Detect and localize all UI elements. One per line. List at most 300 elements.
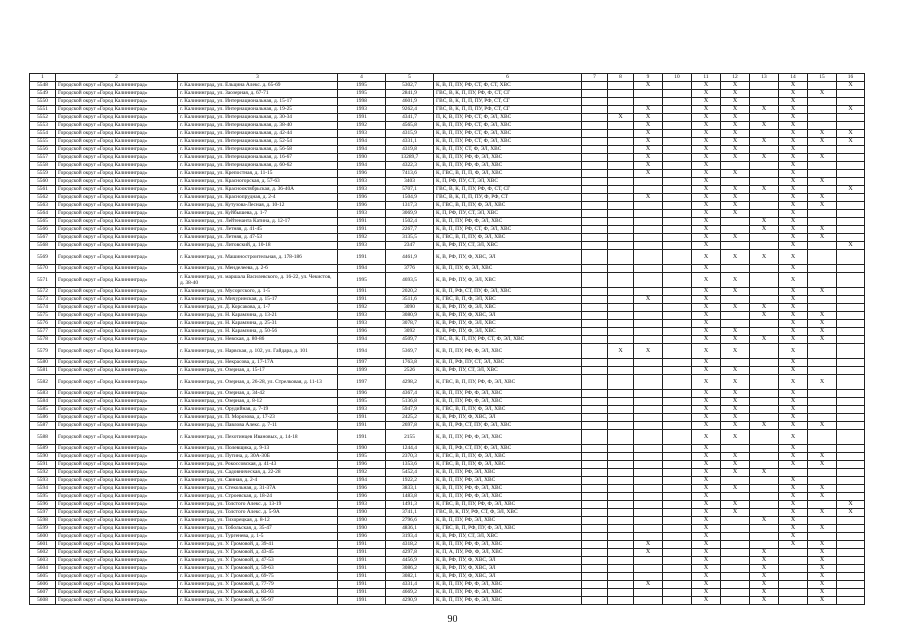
mark-cell-col-13: X — [750, 517, 779, 525]
mark-cell-col-12 — [721, 312, 750, 320]
mark-cell-col-7 — [582, 312, 608, 320]
mark-cell-col-11: X — [692, 557, 721, 565]
mark-cell-col-16 — [837, 122, 865, 130]
mark-cell-col-11: X — [692, 477, 721, 485]
mark-cell-col-12: X — [721, 453, 750, 461]
row-number-cell: 5589 — [30, 445, 56, 453]
mark-cell-col-14: X — [779, 90, 808, 98]
mark-cell-col-15 — [808, 122, 837, 130]
district-cell: Городской округ «Город Калининград» — [56, 414, 178, 422]
table-row — [30, 82, 865, 90]
mark-cell-col-8 — [608, 359, 634, 367]
table-row — [30, 517, 865, 525]
mark-cell-col-7 — [582, 445, 608, 453]
mark-cell-col-16 — [837, 296, 865, 304]
district-cell: Городской округ «Город Калининград» — [56, 98, 178, 106]
mark-cell-col-15: X — [808, 202, 837, 210]
table-row — [30, 549, 865, 557]
mark-cell-col-7 — [582, 422, 608, 430]
mark-cell-col-14: X — [779, 162, 808, 170]
mark-cell-col-11: X — [692, 130, 721, 138]
mark-cell-col-7 — [582, 336, 608, 344]
table-row — [30, 320, 865, 328]
mark-cell-col-8 — [608, 477, 634, 485]
year-cell: 1991 — [338, 557, 386, 565]
works-cell: К, В, РФ, ПУ, СТ, ЭЛ, ХВС — [434, 242, 582, 250]
mark-cell-col-15 — [808, 162, 837, 170]
mark-cell-col-15: X — [808, 541, 837, 549]
row-number-cell: 5587 — [30, 422, 56, 430]
column-header-6: 6 — [434, 74, 582, 82]
row-number-cell: 5550 — [30, 98, 56, 106]
mark-cell-col-7 — [582, 469, 608, 477]
mark-cell-col-14 — [779, 557, 808, 565]
district-cell: Городской округ «Город Калининград» — [56, 336, 178, 344]
mark-cell-col-8 — [608, 525, 634, 533]
mark-cell-col-15 — [808, 98, 837, 106]
mark-cell-col-11: X — [692, 597, 721, 605]
area-cell: 5302,7 — [386, 82, 434, 90]
row-number-cell: 5561 — [30, 186, 56, 194]
mark-cell-col-8 — [608, 422, 634, 430]
mark-cell-col-16 — [837, 390, 865, 398]
mark-cell-col-8 — [608, 170, 634, 178]
mark-cell-col-7 — [582, 344, 608, 359]
mark-cell-col-13 — [750, 414, 779, 422]
mark-cell-col-7 — [582, 82, 608, 90]
mark-cell-col-15: X — [808, 581, 837, 589]
mark-cell-col-14: X — [779, 461, 808, 469]
mark-cell-col-13 — [750, 541, 779, 549]
mark-cell-col-13: X — [750, 573, 779, 581]
mark-cell-col-12 — [721, 573, 750, 581]
mark-cell-col-12 — [721, 581, 750, 589]
mark-cell-col-11: X — [692, 273, 721, 288]
table-row — [30, 106, 865, 114]
row-number-cell: 5569 — [30, 250, 56, 265]
mark-cell-col-14: X — [779, 106, 808, 114]
mark-cell-col-12 — [721, 549, 750, 557]
mark-cell-col-12: X — [721, 202, 750, 210]
table-row — [30, 461, 865, 469]
works-cell: К, ГВС, В, П, РФ, ПУ, Ф, ЭЛ, ХВС — [434, 525, 582, 533]
mark-cell-col-16 — [837, 210, 865, 218]
mark-cell-col-7 — [582, 493, 608, 501]
mark-cell-col-8 — [608, 398, 634, 406]
works-cell: ГВС, В, К, П, ПУ, РФ, Ф, СТ, СГ — [434, 90, 582, 98]
mark-cell-col-12: X — [721, 501, 750, 509]
mark-cell-col-9 — [634, 533, 663, 541]
mark-cell-col-13: X — [750, 469, 779, 477]
mark-cell-col-9: X — [634, 162, 663, 170]
works-cell: К, В, П, РФ, СТ, ПУ, Ф, ЭЛ, ХВС — [434, 445, 582, 453]
district-cell: Городской округ «Город Калининград» — [56, 557, 178, 565]
mark-cell-col-16 — [837, 304, 865, 312]
year-cell: 1994 — [338, 265, 386, 273]
address-cell: г. Калининград, ул. Озерная, д. 15-17 — [178, 367, 338, 375]
year-cell: 1990 — [338, 154, 386, 162]
mark-cell-col-15: X — [808, 328, 837, 336]
mark-cell-col-13: X — [750, 106, 779, 114]
mark-cell-col-11: X — [692, 359, 721, 367]
mark-cell-col-14: X — [779, 265, 808, 273]
mark-cell-col-10 — [663, 549, 692, 557]
works-cell: К, В, РФ, ПУ, Ф, ЭЛ, ХВС — [434, 328, 582, 336]
mark-cell-col-14: X — [779, 541, 808, 549]
mark-cell-col-12: X — [721, 170, 750, 178]
mark-cell-col-11: X — [692, 82, 721, 90]
mark-cell-col-14: X — [779, 114, 808, 122]
mark-cell-col-7 — [582, 288, 608, 296]
mark-cell-col-10 — [663, 565, 692, 573]
table-row — [30, 445, 865, 453]
works-cell: П, К, В, ПУ, РФ, СТ, Ф, ЭЛ, ХВС — [434, 114, 582, 122]
mark-cell-col-14: X — [779, 336, 808, 344]
mark-cell-col-15 — [808, 359, 837, 367]
mark-cell-col-10 — [663, 106, 692, 114]
year-cell: 1995 — [338, 398, 386, 406]
year-cell: 1991 — [338, 296, 386, 304]
mark-cell-col-15 — [808, 82, 837, 90]
mark-cell-col-11: X — [692, 390, 721, 398]
mark-cell-col-9: X — [634, 154, 663, 162]
mark-cell-col-11: X — [692, 90, 721, 98]
mark-cell-col-14: X — [779, 130, 808, 138]
mark-cell-col-7 — [582, 477, 608, 485]
mark-cell-col-9: X — [634, 170, 663, 178]
mark-cell-col-9: X — [634, 581, 663, 589]
district-cell: Городской округ «Город Калининград» — [56, 589, 178, 597]
works-cell: К, В, П, ПУ, РФ, Ф, ЭЛ, ХВС — [434, 485, 582, 493]
mark-cell-col-9 — [634, 273, 663, 288]
mark-cell-col-7 — [582, 273, 608, 288]
mark-cell-col-11: X — [692, 445, 721, 453]
mark-cell-col-12: X — [721, 304, 750, 312]
table-row — [30, 312, 865, 320]
mark-cell-col-12: X — [721, 186, 750, 194]
mark-cell-col-16 — [837, 312, 865, 320]
district-cell: Городской округ «Город Калининград» — [56, 114, 178, 122]
mark-cell-col-9 — [634, 375, 663, 390]
mark-cell-col-12: X — [721, 469, 750, 477]
address-cell: г. Калининград, ул. Н. Карамзина, д. 13-21 — [178, 312, 338, 320]
mark-cell-col-10 — [663, 589, 692, 597]
row-number-cell: 5562 — [30, 194, 56, 202]
table-row — [30, 573, 865, 581]
mark-cell-col-9 — [634, 367, 663, 375]
mark-cell-col-16 — [837, 344, 865, 359]
table-row — [30, 162, 865, 170]
mark-cell-col-10 — [663, 461, 692, 469]
row-number-cell: 5585 — [30, 406, 56, 414]
year-cell: 1991 — [338, 218, 386, 226]
row-number-cell: 5593 — [30, 477, 56, 485]
row-number-cell: 5553 — [30, 122, 56, 130]
year-cell: 1996 — [338, 493, 386, 501]
mark-cell-col-16 — [837, 573, 865, 581]
mark-cell-col-11: X — [692, 517, 721, 525]
mark-cell-col-10 — [663, 406, 692, 414]
table-row — [30, 234, 865, 242]
mark-cell-col-16 — [837, 328, 865, 336]
mark-cell-col-13 — [750, 242, 779, 250]
mark-cell-col-14: X — [779, 312, 808, 320]
mark-cell-col-8 — [608, 375, 634, 390]
year-cell: 1993 — [338, 106, 386, 114]
mark-cell-col-11: X — [692, 226, 721, 234]
table-row — [30, 525, 865, 533]
mark-cell-col-15 — [808, 273, 837, 288]
year-cell: 1997 — [338, 375, 386, 390]
mark-cell-col-12: X — [721, 90, 750, 98]
table-row — [30, 541, 865, 549]
table-row — [30, 557, 865, 565]
mark-cell-col-10 — [663, 533, 692, 541]
area-cell: 3078,7 — [386, 320, 434, 328]
area-cell: 5947,9 — [386, 406, 434, 414]
mark-cell-col-10 — [663, 597, 692, 605]
address-cell: г. Калининград, ул. Куйбышева, д. 1-7 — [178, 210, 338, 218]
address-cell: г. Калининград, ул. Некрасова, д. 17-17А — [178, 359, 338, 367]
address-cell: г. Калининград, ул. Орудийная, д. 7-19 — [178, 406, 338, 414]
mark-cell-col-13 — [750, 398, 779, 406]
mark-cell-col-11: X — [692, 485, 721, 493]
mark-cell-col-13 — [750, 501, 779, 509]
table-body — [30, 74, 865, 605]
year-cell: 1995 — [338, 273, 386, 288]
address-cell: г. Калининград, ул. У. Громовой, д. 47-53 — [178, 557, 338, 565]
row-number-cell: 5564 — [30, 210, 56, 218]
table-row — [30, 130, 865, 138]
mark-cell-col-9 — [634, 210, 663, 218]
mark-cell-col-16: X — [837, 186, 865, 194]
mark-cell-col-13 — [750, 234, 779, 242]
district-cell: Городской округ «Город Калининград» — [56, 375, 178, 390]
works-cell: К, В, П, ПУ, РФ, Ф, ЭЛ, ХВС — [434, 581, 582, 589]
mark-cell-col-15: X — [808, 375, 837, 390]
mark-cell-col-7 — [582, 517, 608, 525]
mark-cell-col-15: X — [808, 549, 837, 557]
mark-cell-col-16 — [837, 445, 865, 453]
district-cell: Городской округ «Город Калининград» — [56, 146, 178, 154]
mark-cell-col-14: X — [779, 493, 808, 501]
table-row — [30, 210, 865, 218]
table-row — [30, 122, 865, 130]
mark-cell-col-11: X — [692, 242, 721, 250]
mark-cell-col-12: X — [721, 288, 750, 296]
year-cell: 1993 — [338, 210, 386, 218]
mark-cell-col-9 — [634, 565, 663, 573]
mark-cell-col-13 — [750, 328, 779, 336]
year-cell: 1992 — [338, 469, 386, 477]
mark-cell-col-7 — [582, 226, 608, 234]
mark-cell-col-9 — [634, 90, 663, 98]
address-cell: г. Калининград, ул. Интернациональная, д. 19-25 — [178, 106, 338, 114]
mark-cell-col-12 — [721, 296, 750, 304]
mark-cell-col-11: X — [692, 122, 721, 130]
column-header-15: 15 — [808, 74, 837, 82]
mark-cell-col-11: X — [692, 430, 721, 445]
mark-cell-col-14: X — [779, 453, 808, 461]
year-cell: 1994 — [338, 162, 386, 170]
mark-cell-col-16 — [837, 469, 865, 477]
mark-cell-col-8 — [608, 430, 634, 445]
mark-cell-col-10 — [663, 517, 692, 525]
mark-cell-col-7 — [582, 210, 608, 218]
table-row — [30, 170, 865, 178]
mark-cell-col-15 — [808, 501, 837, 509]
table-row — [30, 344, 865, 359]
table-row — [30, 509, 865, 517]
mark-cell-col-8 — [608, 234, 634, 242]
mark-cell-col-14: X — [779, 178, 808, 186]
mark-cell-col-13 — [750, 265, 779, 273]
mark-cell-col-15: X — [808, 226, 837, 234]
mark-cell-col-12: X — [721, 414, 750, 422]
mark-cell-col-15 — [808, 242, 837, 250]
mark-cell-col-9: X — [634, 122, 663, 130]
works-cell: К, ГВС, В, П, П, Ф, ЭЛ, ХВС — [434, 170, 582, 178]
district-cell: Городской округ «Город Калининград» — [56, 130, 178, 138]
area-cell: 2697,8 — [386, 422, 434, 430]
mark-cell-col-14: X — [779, 501, 808, 509]
mark-cell-col-8 — [608, 146, 634, 154]
mark-cell-col-15 — [808, 106, 837, 114]
mark-cell-col-8: X — [608, 344, 634, 359]
mark-cell-col-16 — [837, 162, 865, 170]
mark-cell-col-7 — [582, 597, 608, 605]
row-number-cell: 5565 — [30, 218, 56, 226]
mark-cell-col-14: X — [779, 202, 808, 210]
year-cell: 1996 — [338, 485, 386, 493]
mark-cell-col-7 — [582, 186, 608, 194]
table-row — [30, 186, 865, 194]
mark-cell-col-13 — [750, 493, 779, 501]
mark-cell-col-11: X — [692, 218, 721, 226]
mark-cell-col-14 — [779, 565, 808, 573]
district-cell: Городской округ «Город Калининград» — [56, 469, 178, 477]
table-row — [30, 477, 865, 485]
area-cell: 3080,9 — [386, 312, 434, 320]
mark-cell-col-16 — [837, 485, 865, 493]
table-row — [30, 250, 865, 265]
mark-cell-col-9 — [634, 312, 663, 320]
mark-cell-col-10 — [663, 226, 692, 234]
mark-cell-col-11: X — [692, 453, 721, 461]
row-number-cell: 5591 — [30, 461, 56, 469]
mark-cell-col-13: X — [750, 557, 779, 565]
mark-cell-col-10 — [663, 90, 692, 98]
area-cell: 1317,3 — [386, 202, 434, 210]
works-cell: ГВС, В, К, П, П, ПУ, РФ, СТ, СГ — [434, 98, 582, 106]
mark-cell-col-16 — [837, 430, 865, 445]
area-cell: 3082,1 — [386, 573, 434, 581]
mark-cell-col-8 — [608, 328, 634, 336]
address-cell: г. Калининград, ул. Интернациональная, д. 15-17 — [178, 98, 338, 106]
mark-cell-col-9 — [634, 242, 663, 250]
mark-cell-col-12: X — [721, 390, 750, 398]
mark-cell-col-16 — [837, 549, 865, 557]
works-cell: К, В, РФ, ПУ, Ф, ХВС, ЭЛ — [434, 557, 582, 565]
area-cell: 1483,8 — [386, 493, 434, 501]
mark-cell-col-7 — [582, 390, 608, 398]
mark-cell-col-13: X — [750, 597, 779, 605]
year-cell: 1990 — [338, 525, 386, 533]
row-number-cell: 5594 — [30, 485, 56, 493]
district-cell: Городской округ «Город Калининград» — [56, 170, 178, 178]
mark-cell-col-10 — [663, 194, 692, 202]
mark-cell-col-7 — [582, 589, 608, 597]
year-cell: 1991 — [338, 414, 386, 422]
mark-cell-col-10 — [663, 242, 692, 250]
table-row — [30, 90, 865, 98]
mark-cell-col-11: X — [692, 533, 721, 541]
area-cell: 3090 — [386, 304, 434, 312]
year-cell: 1993 — [338, 178, 386, 186]
mark-cell-col-7 — [582, 328, 608, 336]
row-number-cell: 5592 — [30, 469, 56, 477]
mark-cell-col-11: X — [692, 162, 721, 170]
district-cell: Городской округ «Город Калининград» — [56, 344, 178, 359]
area-cell: 2425,2 — [386, 414, 434, 422]
row-number-cell: 5552 — [30, 114, 56, 122]
mark-cell-col-12 — [721, 597, 750, 605]
address-cell: г. Калининград, ул. Машиностроительная, д. 178-186 — [178, 250, 338, 265]
mark-cell-col-12: X — [721, 461, 750, 469]
address-cell: г. Калининград, ул. Ельцина Алекс. д. 65-69 — [178, 82, 338, 90]
mark-cell-col-12: X — [721, 328, 750, 336]
works-cell: ГВС, В, К, П, П, ПУ, Ф, РФ, СТ — [434, 194, 582, 202]
mark-cell-col-8: X — [608, 114, 634, 122]
mark-cell-col-10 — [663, 390, 692, 398]
mark-cell-col-8 — [608, 288, 634, 296]
table-row — [30, 597, 865, 605]
address-cell: г. Калининград, ул. Пехотинцев Ивановых, д. 14-18 — [178, 430, 338, 445]
mark-cell-col-13: X — [750, 312, 779, 320]
column-header-7: 7 — [582, 74, 608, 82]
mark-cell-col-7 — [582, 320, 608, 328]
works-cell: К, В, П, ПУ, РФ, СТ, Ф, СТ, ХВС — [434, 82, 582, 90]
works-cell: К, В, П, ПУ, РФ, Ф, ЭЛ, ХВС — [434, 597, 582, 605]
mark-cell-col-16 — [837, 581, 865, 589]
year-cell: 1991 — [338, 422, 386, 430]
mark-cell-col-15: X — [808, 557, 837, 565]
mark-cell-col-13 — [750, 430, 779, 445]
mark-cell-col-11: X — [692, 422, 721, 430]
mark-cell-col-16: X — [837, 130, 865, 138]
year-cell: 1993 — [338, 312, 386, 320]
area-cell: 4315,9 — [386, 130, 434, 138]
mark-cell-col-11: X — [692, 549, 721, 557]
mark-cell-col-11: X — [692, 541, 721, 549]
works-cell: К, В, П, ПУ, РФ, Ф, ЭЛ, ХВС — [434, 162, 582, 170]
mark-cell-col-15: X — [808, 178, 837, 186]
mark-cell-col-16 — [837, 288, 865, 296]
mark-cell-col-10 — [663, 178, 692, 186]
year-cell: 1990 — [338, 509, 386, 517]
mark-cell-col-7 — [582, 581, 608, 589]
mark-cell-col-7 — [582, 202, 608, 210]
mark-cell-col-11: X — [692, 509, 721, 517]
mark-cell-col-14: X — [779, 242, 808, 250]
mark-cell-col-16 — [837, 525, 865, 533]
mark-cell-col-16 — [837, 265, 865, 273]
mark-cell-col-15: X — [808, 525, 837, 533]
row-number-cell: 5579 — [30, 344, 56, 359]
table-row — [30, 114, 865, 122]
column-header-16: 16 — [837, 74, 865, 82]
row-number-cell: 5604 — [30, 565, 56, 573]
